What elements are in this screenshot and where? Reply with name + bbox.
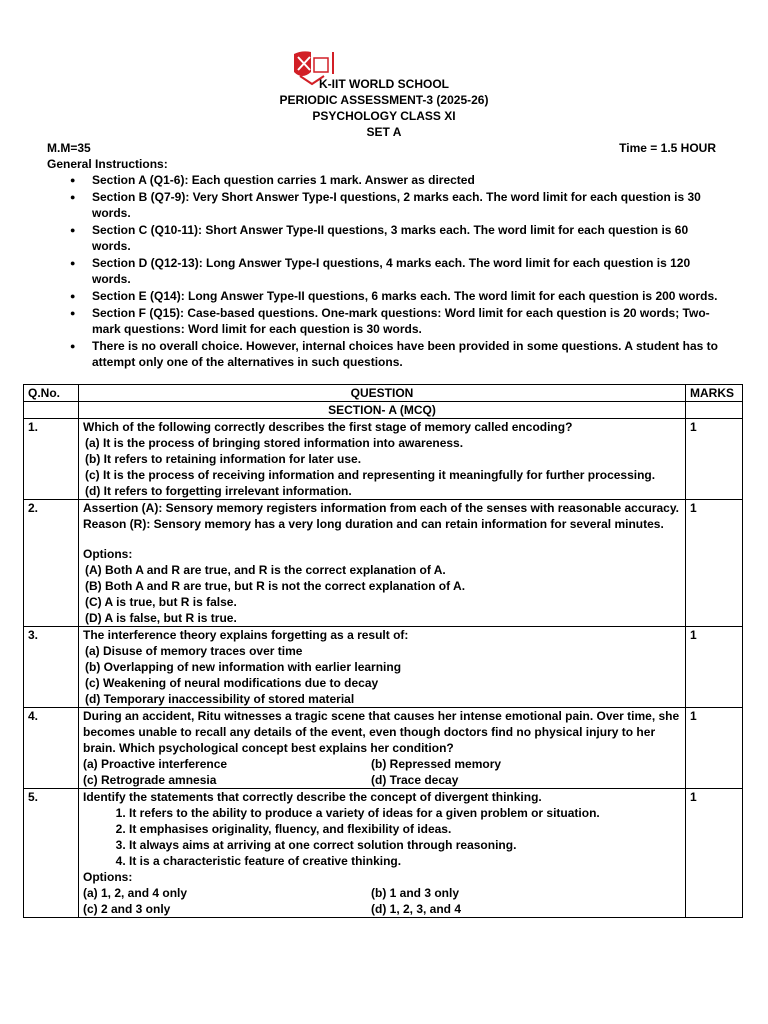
table-row — [24, 789, 743, 918]
question-number: 1. — [24, 419, 79, 500]
option: (c) Weakening of neural modifications due to decay — [85, 676, 379, 690]
header-marks: MARKS — [686, 385, 743, 402]
question-marks: 1 — [686, 500, 743, 627]
option: (a) 1, 2, and 4 only — [83, 886, 188, 900]
set-label: SET A — [366, 125, 402, 139]
option: (B) Both A and R are true, but R is not the correct explanation of A. — [85, 579, 466, 593]
option: (b) 1 and 3 only — [371, 886, 460, 900]
question-number: 4. — [24, 708, 79, 789]
instructions-title: General Instructions: — [47, 157, 168, 171]
section-title: SECTION- A (MCQ) — [79, 402, 686, 419]
exam-title: PERIODIC ASSESSMENT-3 (2025-26) — [279, 93, 489, 107]
option: (A) Both A and R are true, and R is the correct explanation of A. — [85, 563, 446, 577]
option: (a) Disuse of memory traces over time — [85, 644, 303, 658]
instruction-item: ● Section A (Q1-6): Each question carries 1 mark. Answer as directed — [70, 172, 720, 188]
question-text: The interference theory explains forgetting as a result of: — [83, 628, 409, 642]
question-text: Which of the following correctly describes the first stage of memory called encoding? — [83, 420, 573, 434]
max-marks: M.M=35 — [47, 141, 91, 155]
option: (a) It is the process of bringing stored information into awareness. — [85, 436, 464, 450]
statement: 4. It is a characteristic feature of creative thinking. — [129, 853, 681, 869]
table-header-row — [24, 385, 743, 402]
assertion-text: Assertion (A): Sensory memory registers information from each of the senses with reasonable accuracy. — [83, 501, 679, 515]
option: (D) A is false, but R is true. — [85, 611, 237, 625]
section-row — [24, 402, 743, 419]
statement: 3. It always aims at arriving at one correct solution through reasoning. — [129, 837, 681, 853]
question-number: 5. — [24, 789, 79, 918]
option: (c) 2 and 3 only — [83, 902, 171, 916]
options-label: Options: — [83, 547, 133, 561]
question-number: 2. — [24, 500, 79, 627]
table-row — [24, 708, 743, 789]
option: (d) It refers to forgetting irrelevant information. — [85, 484, 352, 498]
option: (d) Trace decay — [371, 773, 459, 787]
question-marks: 1 — [686, 627, 743, 708]
option: (b) Repressed memory — [371, 757, 502, 771]
option: (b) It refers to retaining information for later use. — [85, 452, 362, 466]
instruction-item: ● Section E (Q14): Long Answer Type-II questions, 6 marks each. The word limit for each question is 200 words. — [70, 288, 720, 304]
instruction-item: ● Section C (Q10-11): Short Answer Type-II questions, 3 marks each. The word limit for each question is 60 words. — [70, 222, 720, 254]
reason-text: Reason (R): Sensory memory has a very long duration and can retain information for several minutes. — [83, 517, 664, 531]
question-text: Identify the statements that correctly describe the concept of divergent thinking. — [83, 790, 542, 804]
option: (C) A is true, but R is false. — [85, 595, 237, 609]
option: (c) Retrograde amnesia — [83, 773, 217, 787]
table-row — [24, 419, 743, 500]
question-table — [23, 384, 743, 918]
instruction-item: ● There is no overall choice. However, internal choices have been provided in some questions. A student has to attempt only one of the alternatives in such questions. — [70, 338, 720, 370]
question-cell — [79, 419, 686, 500]
option: (c) It is the process of receiving information and representing it meaningfully for further processing. — [85, 468, 656, 482]
instruction-item: ● Section B (Q7-9): Very Short Answer Type-I questions, 2 marks each. The word limit for each question is 30 words. — [70, 189, 720, 221]
header-qno: Q.No. — [24, 385, 79, 402]
option: (d) Temporary inaccessibility of stored material — [85, 692, 355, 706]
option: (d) 1, 2, 3, and 4 — [371, 902, 462, 916]
time-allowed: Time = 1.5 HOUR — [619, 141, 716, 155]
statement: 1. It refers to the ability to produce a variety of ideas for a given problem or situation. — [129, 805, 681, 821]
question-text: During an accident, Ritu witnesses a tragic scene that causes her intense emotional pain. Over time, she becomes unable to recall any details of the event, even though doctors find no physical injury to her brain. Which psychological concept best explains her condition? — [83, 709, 680, 755]
question-marks: 1 — [686, 419, 743, 500]
instruction-item: ● Section D (Q12-13): Long Answer Type-I questions, 4 marks each. The word limit for each question is 120 words. — [70, 255, 720, 287]
instruction-item: ● Section F (Q15): Case-based questions. One-mark questions: Word limit for each question is 20 words; Two-mark questions: Word limit for each question is 30 words. — [70, 305, 720, 337]
question-cell — [79, 500, 686, 627]
header-question: QUESTION — [79, 385, 686, 402]
question-marks: 1 — [686, 708, 743, 789]
question-cell — [79, 627, 686, 708]
question-marks: 1 — [686, 789, 743, 918]
option: (a) Proactive interference — [83, 757, 228, 771]
school-name: K-IIT WORLD SCHOOL — [319, 77, 449, 91]
subject-title: PSYCHOLOGY CLASS XI — [312, 109, 456, 123]
statement: 2. It emphasises originality, fluency, and flexibility of ideas. — [129, 821, 681, 837]
table-row — [24, 500, 743, 627]
statement-list — [83, 805, 681, 869]
options-label: Options: — [83, 870, 133, 884]
question-number: 3. — [24, 627, 79, 708]
question-cell — [79, 708, 686, 789]
instructions-list — [70, 172, 720, 371]
table-row — [24, 627, 743, 708]
question-cell — [79, 789, 686, 918]
option: (b) Overlapping of new information with earlier learning — [85, 660, 402, 674]
